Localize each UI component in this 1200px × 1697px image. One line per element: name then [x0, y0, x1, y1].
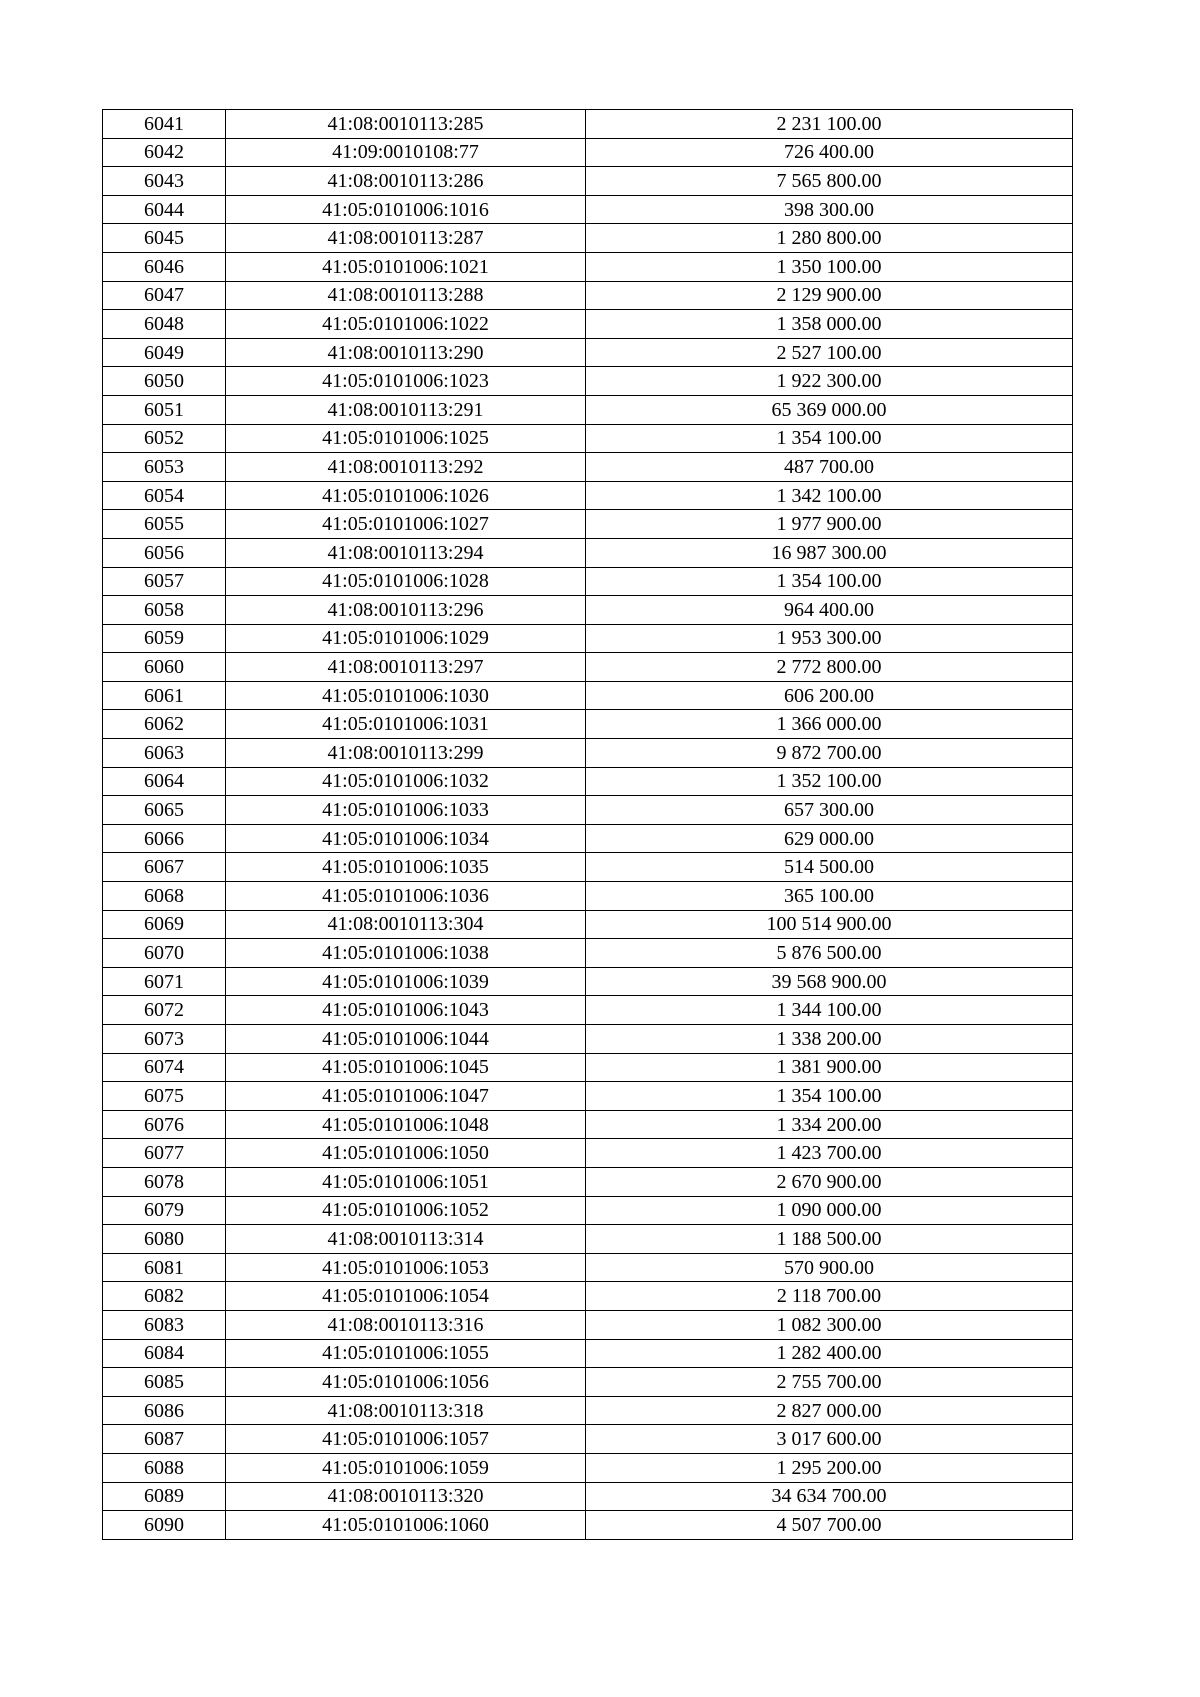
row-number-cell: 6064 [103, 767, 226, 796]
cadastral-number-cell: 41:05:0101006:1034 [226, 824, 586, 853]
cadastral-number-cell: 41:05:0101006:1029 [226, 624, 586, 653]
cadastral-value-cell: 1 280 800.00 [586, 224, 1073, 253]
row-number-cell: 6090 [103, 1511, 226, 1540]
row-number-cell: 6055 [103, 510, 226, 539]
table-row [103, 310, 1073, 339]
table-row [103, 1425, 1073, 1454]
cadastral-number-cell: 41:05:0101006:1036 [226, 882, 586, 911]
cadastral-number-cell: 41:08:0010113:320 [226, 1482, 586, 1511]
cadastral-value-cell: 629 000.00 [586, 824, 1073, 853]
cadastral-value-cell: 1 188 500.00 [586, 1225, 1073, 1254]
cadastral-number-cell: 41:05:0101006:1021 [226, 252, 586, 281]
cadastral-number-cell: 41:08:0010113:286 [226, 167, 586, 196]
cadastral-value-cell: 9 872 700.00 [586, 739, 1073, 768]
cadastral-value-cell: 1 354 100.00 [586, 424, 1073, 453]
table-row [103, 224, 1073, 253]
cadastral-number-cell: 41:05:0101006:1022 [226, 310, 586, 339]
cadastral-number-cell: 41:05:0101006:1033 [226, 796, 586, 825]
cadastral-value-cell: 2 527 100.00 [586, 338, 1073, 367]
cadastral-value-cell: 1 352 100.00 [586, 767, 1073, 796]
table-row [103, 824, 1073, 853]
row-number-cell: 6077 [103, 1139, 226, 1168]
table-row [103, 481, 1073, 510]
cadastral-value-cell: 514 500.00 [586, 853, 1073, 882]
row-number-cell: 6058 [103, 596, 226, 625]
row-number-cell: 6070 [103, 939, 226, 968]
row-number-cell: 6083 [103, 1310, 226, 1339]
cadastral-value-cell: 2 231 100.00 [586, 110, 1073, 139]
table-row [103, 1225, 1073, 1254]
cadastral-number-cell: 41:08:0010113:292 [226, 453, 586, 482]
cadastral-number-cell: 41:05:0101006:1044 [226, 1025, 586, 1054]
cadastral-value-cell: 1 354 100.00 [586, 567, 1073, 596]
row-number-cell: 6063 [103, 739, 226, 768]
cadastral-number-cell: 41:08:0010113:288 [226, 281, 586, 310]
cadastral-value-cell: 1 282 400.00 [586, 1339, 1073, 1368]
table-row [103, 367, 1073, 396]
cadastral-value-cell: 2 827 000.00 [586, 1396, 1073, 1425]
cadastral-value-cell: 657 300.00 [586, 796, 1073, 825]
cadastral-number-cell: 41:05:0101006:1043 [226, 996, 586, 1025]
table-row [103, 796, 1073, 825]
cadastral-number-cell: 41:08:0010113:316 [226, 1310, 586, 1339]
cadastral-number-cell: 41:08:0010113:297 [226, 653, 586, 682]
cadastral-value-cell: 2 772 800.00 [586, 653, 1073, 682]
table-row [103, 1396, 1073, 1425]
cadastral-value-cell: 1 358 000.00 [586, 310, 1073, 339]
row-number-cell: 6041 [103, 110, 226, 139]
cadastral-number-cell: 41:05:0101006:1038 [226, 939, 586, 968]
cadastral-value-cell: 606 200.00 [586, 681, 1073, 710]
row-number-cell: 6052 [103, 424, 226, 453]
cadastral-number-cell: 41:08:0010113:318 [226, 1396, 586, 1425]
table-row [103, 1453, 1073, 1482]
row-number-cell: 6056 [103, 538, 226, 567]
cadastral-number-cell: 41:08:0010113:291 [226, 395, 586, 424]
table-row [103, 1368, 1073, 1397]
table-row [103, 167, 1073, 196]
cadastral-number-cell: 41:05:0101006:1056 [226, 1368, 586, 1397]
row-number-cell: 6087 [103, 1425, 226, 1454]
row-number-cell: 6084 [103, 1339, 226, 1368]
cadastral-number-cell: 41:05:0101006:1027 [226, 510, 586, 539]
table-row [103, 1282, 1073, 1311]
cadastral-value-cell: 1 090 000.00 [586, 1196, 1073, 1225]
table-row [103, 710, 1073, 739]
table-row [103, 1482, 1073, 1511]
row-number-cell: 6066 [103, 824, 226, 853]
table-row [103, 1139, 1073, 1168]
row-number-cell: 6042 [103, 138, 226, 167]
cadastral-number-cell: 41:05:0101006:1054 [226, 1282, 586, 1311]
cadastral-value-cell: 16 987 300.00 [586, 538, 1073, 567]
cadastral-value-cell: 726 400.00 [586, 138, 1073, 167]
table-row [103, 453, 1073, 482]
table-row [103, 939, 1073, 968]
table-row [103, 1196, 1073, 1225]
row-number-cell: 6057 [103, 567, 226, 596]
row-number-cell: 6062 [103, 710, 226, 739]
cadastral-number-cell: 41:05:0101006:1030 [226, 681, 586, 710]
cadastral-number-cell: 41:05:0101006:1016 [226, 195, 586, 224]
cadastral-value-cell: 1 338 200.00 [586, 1025, 1073, 1054]
row-number-cell: 6061 [103, 681, 226, 710]
cadastral-number-cell: 41:08:0010113:314 [226, 1225, 586, 1254]
cadastral-number-cell: 41:05:0101006:1045 [226, 1053, 586, 1082]
cadastral-number-cell: 41:05:0101006:1057 [226, 1425, 586, 1454]
row-number-cell: 6080 [103, 1225, 226, 1254]
cadastral-value-cell: 1 334 200.00 [586, 1110, 1073, 1139]
row-number-cell: 6078 [103, 1167, 226, 1196]
cadastral-value-cell: 34 634 700.00 [586, 1482, 1073, 1511]
row-number-cell: 6068 [103, 882, 226, 911]
cadastral-value-cell: 1 344 100.00 [586, 996, 1073, 1025]
cadastral-number-cell: 41:05:0101006:1047 [226, 1082, 586, 1111]
cadastral-number-cell: 41:08:0010113:294 [226, 538, 586, 567]
row-number-cell: 6065 [103, 796, 226, 825]
cadastral-value-cell: 570 900.00 [586, 1253, 1073, 1282]
cadastral-value-cell: 1 922 300.00 [586, 367, 1073, 396]
cadastral-number-cell: 41:08:0010113:299 [226, 739, 586, 768]
table-row [103, 1339, 1073, 1368]
cadastral-number-cell: 41:05:0101006:1035 [226, 853, 586, 882]
cadastral-value-cell: 1 381 900.00 [586, 1053, 1073, 1082]
table-row [103, 624, 1073, 653]
table-row [103, 1310, 1073, 1339]
cadastral-value-cell: 1 366 000.00 [586, 710, 1073, 739]
table-row [103, 1511, 1073, 1540]
cadastral-value-cell: 1 342 100.00 [586, 481, 1073, 510]
row-number-cell: 6089 [103, 1482, 226, 1511]
cadastral-number-cell: 41:05:0101006:1055 [226, 1339, 586, 1368]
table-row [103, 1082, 1073, 1111]
table-row [103, 195, 1073, 224]
table-row [103, 882, 1073, 911]
row-number-cell: 6048 [103, 310, 226, 339]
table-row [103, 1167, 1073, 1196]
cadastral-value-cell: 2 755 700.00 [586, 1368, 1073, 1397]
cadastral-number-cell: 41:05:0101006:1026 [226, 481, 586, 510]
row-number-cell: 6075 [103, 1082, 226, 1111]
cadastral-number-cell: 41:05:0101006:1031 [226, 710, 586, 739]
table-row [103, 910, 1073, 939]
cadastral-value-cell: 1 350 100.00 [586, 252, 1073, 281]
row-number-cell: 6059 [103, 624, 226, 653]
row-number-cell: 6086 [103, 1396, 226, 1425]
cadastral-number-cell: 41:05:0101006:1028 [226, 567, 586, 596]
row-number-cell: 6085 [103, 1368, 226, 1397]
table-row [103, 138, 1073, 167]
row-number-cell: 6060 [103, 653, 226, 682]
cadastral-number-cell: 41:05:0101006:1025 [226, 424, 586, 453]
table-row [103, 252, 1073, 281]
table-row [103, 567, 1073, 596]
cadastral-value-cell: 4 507 700.00 [586, 1511, 1073, 1540]
cadastral-value-cell: 1 977 900.00 [586, 510, 1073, 539]
cadastral-number-cell: 41:08:0010113:287 [226, 224, 586, 253]
cadastral-number-cell: 41:08:0010113:296 [226, 596, 586, 625]
row-number-cell: 6076 [103, 1110, 226, 1139]
table-body [103, 110, 1073, 1540]
cadastral-number-cell: 41:05:0101006:1023 [226, 367, 586, 396]
cadastral-value-cell: 964 400.00 [586, 596, 1073, 625]
cadastral-value-cell: 65 369 000.00 [586, 395, 1073, 424]
cadastral-value-cell: 2 118 700.00 [586, 1282, 1073, 1311]
table-row [103, 739, 1073, 768]
cadastral-value-cell: 2 670 900.00 [586, 1167, 1073, 1196]
row-number-cell: 6043 [103, 167, 226, 196]
table-row [103, 338, 1073, 367]
cadastral-number-cell: 41:08:0010113:285 [226, 110, 586, 139]
cadastral-value-cell: 1 354 100.00 [586, 1082, 1073, 1111]
cadastral-value-cell: 1 295 200.00 [586, 1453, 1073, 1482]
cadastral-number-cell: 41:05:0101006:1059 [226, 1453, 586, 1482]
table-row [103, 681, 1073, 710]
row-number-cell: 6047 [103, 281, 226, 310]
row-number-cell: 6049 [103, 338, 226, 367]
cadastral-value-cell: 5 876 500.00 [586, 939, 1073, 968]
cadastral-number-cell: 41:05:0101006:1048 [226, 1110, 586, 1139]
row-number-cell: 6081 [103, 1253, 226, 1282]
table-row [103, 1053, 1073, 1082]
row-number-cell: 6050 [103, 367, 226, 396]
cadastral-value-cell: 487 700.00 [586, 453, 1073, 482]
table-row [103, 281, 1073, 310]
row-number-cell: 6044 [103, 195, 226, 224]
row-number-cell: 6069 [103, 910, 226, 939]
row-number-cell: 6067 [103, 853, 226, 882]
cadastral-value-cell: 3 017 600.00 [586, 1425, 1073, 1454]
cadastral-number-cell: 41:08:0010113:304 [226, 910, 586, 939]
row-number-cell: 6082 [103, 1282, 226, 1311]
table-row [103, 510, 1073, 539]
table-row [103, 853, 1073, 882]
table-row [103, 1253, 1073, 1282]
cadastral-number-cell: 41:05:0101006:1053 [226, 1253, 586, 1282]
table-row [103, 596, 1073, 625]
table-row [103, 395, 1073, 424]
row-number-cell: 6051 [103, 395, 226, 424]
table-row [103, 653, 1073, 682]
cadastral-number-cell: 41:05:0101006:1039 [226, 967, 586, 996]
table-row [103, 967, 1073, 996]
cadastral-number-cell: 41:05:0101006:1032 [226, 767, 586, 796]
row-number-cell: 6088 [103, 1453, 226, 1482]
cadastral-number-cell: 41:08:0010113:290 [226, 338, 586, 367]
cadastral-value-cell: 100 514 900.00 [586, 910, 1073, 939]
table-row [103, 996, 1073, 1025]
row-number-cell: 6074 [103, 1053, 226, 1082]
cadastral-value-cell: 1 953 300.00 [586, 624, 1073, 653]
row-number-cell: 6053 [103, 453, 226, 482]
table-row [103, 538, 1073, 567]
cadastral-value-cell: 398 300.00 [586, 195, 1073, 224]
row-number-cell: 6046 [103, 252, 226, 281]
cadastral-value-cell: 1 423 700.00 [586, 1139, 1073, 1168]
cadastral-value-table [102, 109, 1073, 1540]
cadastral-number-cell: 41:05:0101006:1051 [226, 1167, 586, 1196]
cadastral-number-cell: 41:05:0101006:1060 [226, 1511, 586, 1540]
row-number-cell: 6045 [103, 224, 226, 253]
table-row [103, 110, 1073, 139]
table-row [103, 1110, 1073, 1139]
table-row [103, 1025, 1073, 1054]
cadastral-number-cell: 41:05:0101006:1052 [226, 1196, 586, 1225]
cadastral-value-cell: 7 565 800.00 [586, 167, 1073, 196]
row-number-cell: 6073 [103, 1025, 226, 1054]
row-number-cell: 6054 [103, 481, 226, 510]
cadastral-value-cell: 365 100.00 [586, 882, 1073, 911]
row-number-cell: 6072 [103, 996, 226, 1025]
cadastral-number-cell: 41:09:0010108:77 [226, 138, 586, 167]
table-row [103, 424, 1073, 453]
row-number-cell: 6079 [103, 1196, 226, 1225]
cadastral-value-cell: 2 129 900.00 [586, 281, 1073, 310]
cadastral-number-cell: 41:05:0101006:1050 [226, 1139, 586, 1168]
table-row [103, 767, 1073, 796]
cadastral-value-cell: 1 082 300.00 [586, 1310, 1073, 1339]
cadastral-value-cell: 39 568 900.00 [586, 967, 1073, 996]
row-number-cell: 6071 [103, 967, 226, 996]
